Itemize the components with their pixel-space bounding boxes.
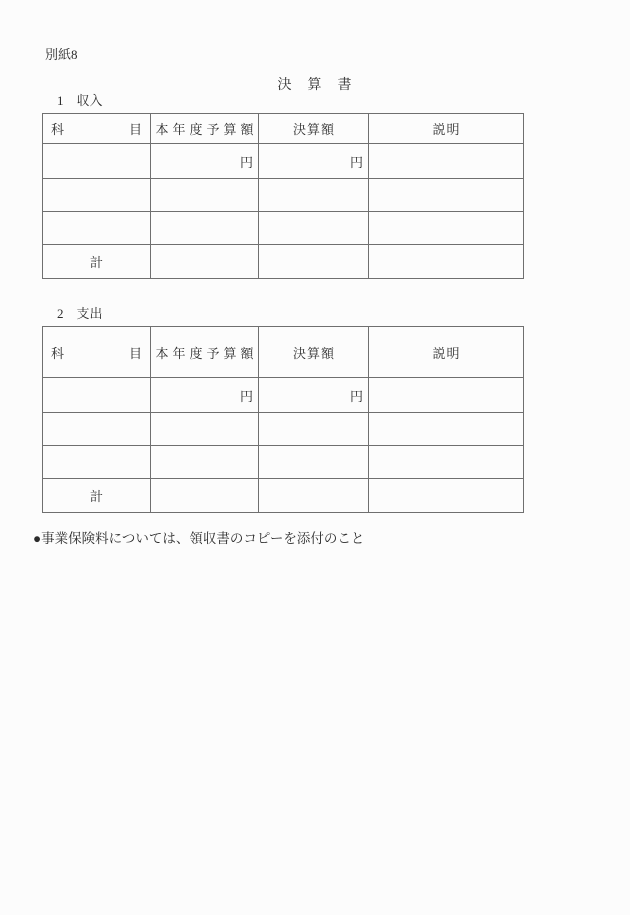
subject-header <box>43 343 150 362</box>
expenditure-total-row <box>43 479 524 513</box>
subject-label-left: 科 <box>51 122 65 137</box>
expenditure-cell-description-2 <box>369 413 524 446</box>
expenditure-cell-subject-1 <box>43 378 151 413</box>
expenditure-cell-settlement-2 <box>259 413 369 446</box>
expenditure-unit-budget: 円 <box>151 378 259 413</box>
income-total-label: 計 <box>43 245 151 279</box>
income-header-settlement: 決算額 <box>259 114 369 144</box>
expenditure-header-description: 説明 <box>369 327 524 378</box>
income-unit-row <box>43 144 524 179</box>
subject-label-left: 科 <box>51 345 65 361</box>
expenditure-cell-description-3 <box>369 446 524 479</box>
income-cell-subject-2 <box>43 179 151 212</box>
income-cell-description-1 <box>369 144 524 179</box>
expenditure-cell-budget-3 <box>151 446 259 479</box>
income-cell-budget-2 <box>151 179 259 212</box>
income-total-settlement <box>259 245 369 279</box>
expenditure-unit-row <box>43 378 524 413</box>
expenditure-total-budget <box>151 479 259 513</box>
expenditure-empty-row-1 <box>43 413 524 446</box>
income-empty-row-2 <box>43 212 524 245</box>
expenditure-cell-budget-2 <box>151 413 259 446</box>
income-header-description: 説明 <box>369 114 524 144</box>
income-total-description <box>369 245 524 279</box>
expenditure-total-description <box>369 479 524 513</box>
income-header-row <box>43 114 524 144</box>
subject-label-right: 目 <box>128 122 142 137</box>
income-cell-settlement-2 <box>259 179 369 212</box>
income-header-budget: 本年度予算額 <box>151 114 259 144</box>
expenditure-cell-subject-3 <box>43 446 151 479</box>
subject-label-right: 目 <box>128 345 142 361</box>
income-cell-subject-3 <box>43 212 151 245</box>
section-label-income: 1 収入 <box>57 93 103 108</box>
income-total-budget <box>151 245 259 279</box>
attachment-label: 別紙8 <box>45 47 78 62</box>
bullet-icon: ● <box>33 531 42 546</box>
expenditure-header-subject <box>43 327 151 378</box>
income-empty-row-1 <box>43 179 524 212</box>
income-cell-description-3 <box>369 212 524 245</box>
income-total-row <box>43 245 524 279</box>
expenditure-unit-settlement: 円 <box>259 378 369 413</box>
expenditure-cell-description-1 <box>369 378 524 413</box>
footer-note <box>33 527 364 547</box>
subject-header <box>43 119 150 138</box>
income-header-subject <box>43 114 151 144</box>
income-unit-budget: 円 <box>151 144 259 179</box>
expenditure-header-settlement: 決算額 <box>259 327 369 378</box>
income-cell-description-2 <box>369 179 524 212</box>
income-table <box>42 113 524 279</box>
income-cell-settlement-3 <box>259 212 369 245</box>
expenditure-total-label: 計 <box>43 479 151 513</box>
income-cell-subject-1 <box>43 144 151 179</box>
footer-note-text: 事業保険料については、領収書のコピーを添付のこと <box>41 531 365 546</box>
expenditure-header-row <box>43 327 524 378</box>
expenditure-header-budget: 本年度予算額 <box>151 327 259 378</box>
income-unit-settlement: 円 <box>259 144 369 179</box>
document-title: 決 算 書 <box>277 78 353 93</box>
expenditure-cell-settlement-3 <box>259 446 369 479</box>
expenditure-total-settlement <box>259 479 369 513</box>
expenditure-empty-row-2 <box>43 446 524 479</box>
income-cell-budget-3 <box>151 212 259 245</box>
section-label-expenditure: 2 支出 <box>57 306 103 321</box>
expenditure-cell-subject-2 <box>43 413 151 446</box>
expenditure-table <box>42 326 524 513</box>
